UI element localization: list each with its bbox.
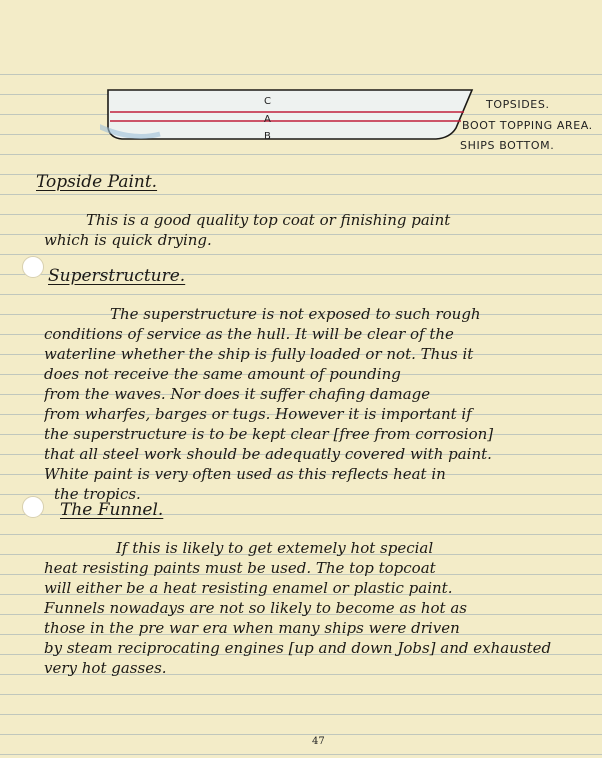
paragraph-line: The superstructure is not exposed to such rough bbox=[110, 305, 481, 323]
heading-superstructure: Superstructure. bbox=[48, 266, 186, 286]
paragraph-line: which is quick drying. bbox=[44, 231, 212, 249]
hull-diagram bbox=[100, 84, 480, 154]
paragraph-line: If this is likely to get extemely hot special bbox=[116, 539, 434, 557]
paragraph-line: by steam reciprocating engines [up and down Jobs] and exhausted bbox=[44, 639, 552, 657]
paragraph-line: from the waves. Nor does it suffer chafing damage bbox=[44, 385, 431, 403]
paragraph-line: the superstructure is to be kept clear [free from corrosion] bbox=[44, 425, 494, 443]
page-number: 47 bbox=[312, 736, 325, 747]
paragraph-line: heat resisting paints must be used. The top topcoat bbox=[44, 559, 436, 577]
label-topsides: TOPSIDES. bbox=[486, 98, 550, 111]
paragraph-line: from wharfes, barges or tugs. However it is important if bbox=[44, 405, 472, 423]
binder-hole-upper bbox=[22, 256, 44, 278]
paragraph-line: Funnels nowadays are not so likely to become as hot as bbox=[44, 599, 467, 617]
hull-shading bbox=[108, 90, 472, 139]
funnel-paragraph bbox=[44, 538, 589, 678]
paragraph-line: does not receive the same amount of pounding bbox=[44, 365, 401, 383]
paragraph-line: those in the pre war era when many ships were driven bbox=[44, 619, 460, 637]
superstructure-paragraph bbox=[44, 304, 589, 504]
paragraph-line: conditions of service as the hull. It will be clear of the bbox=[44, 325, 454, 343]
paragraph-line: the tropics. bbox=[54, 485, 141, 503]
heading-the-funnel: The Funnel. bbox=[60, 500, 164, 520]
paragraph-line: This is a good quality top coat or finishing paint bbox=[86, 211, 451, 229]
label-ships-bottom: SHIPS BOTTOM. bbox=[460, 139, 555, 152]
heading-topside-paint: Topside Paint. bbox=[36, 172, 158, 192]
label-boot-topping: BOOT TOPPING AREA. bbox=[462, 119, 593, 132]
paragraph-line: very hot gasses. bbox=[44, 659, 167, 677]
hull-label-b: B bbox=[264, 131, 271, 142]
paragraph-line: waterline whether the ship is fully loaded or not. Thus it bbox=[44, 345, 474, 363]
hull-label-a: A bbox=[264, 114, 271, 125]
binder-hole-lower bbox=[22, 496, 44, 518]
hull-label-c: C bbox=[264, 96, 271, 107]
paragraph-line: will either be a heat resisting enamel or plastic paint. bbox=[44, 579, 453, 597]
topside-paragraph bbox=[44, 210, 589, 250]
paragraph-line: White paint is very often used as this reflects heat in bbox=[44, 465, 446, 483]
paragraph-line: that all steel work should be adequatly covered with paint. bbox=[44, 445, 492, 463]
